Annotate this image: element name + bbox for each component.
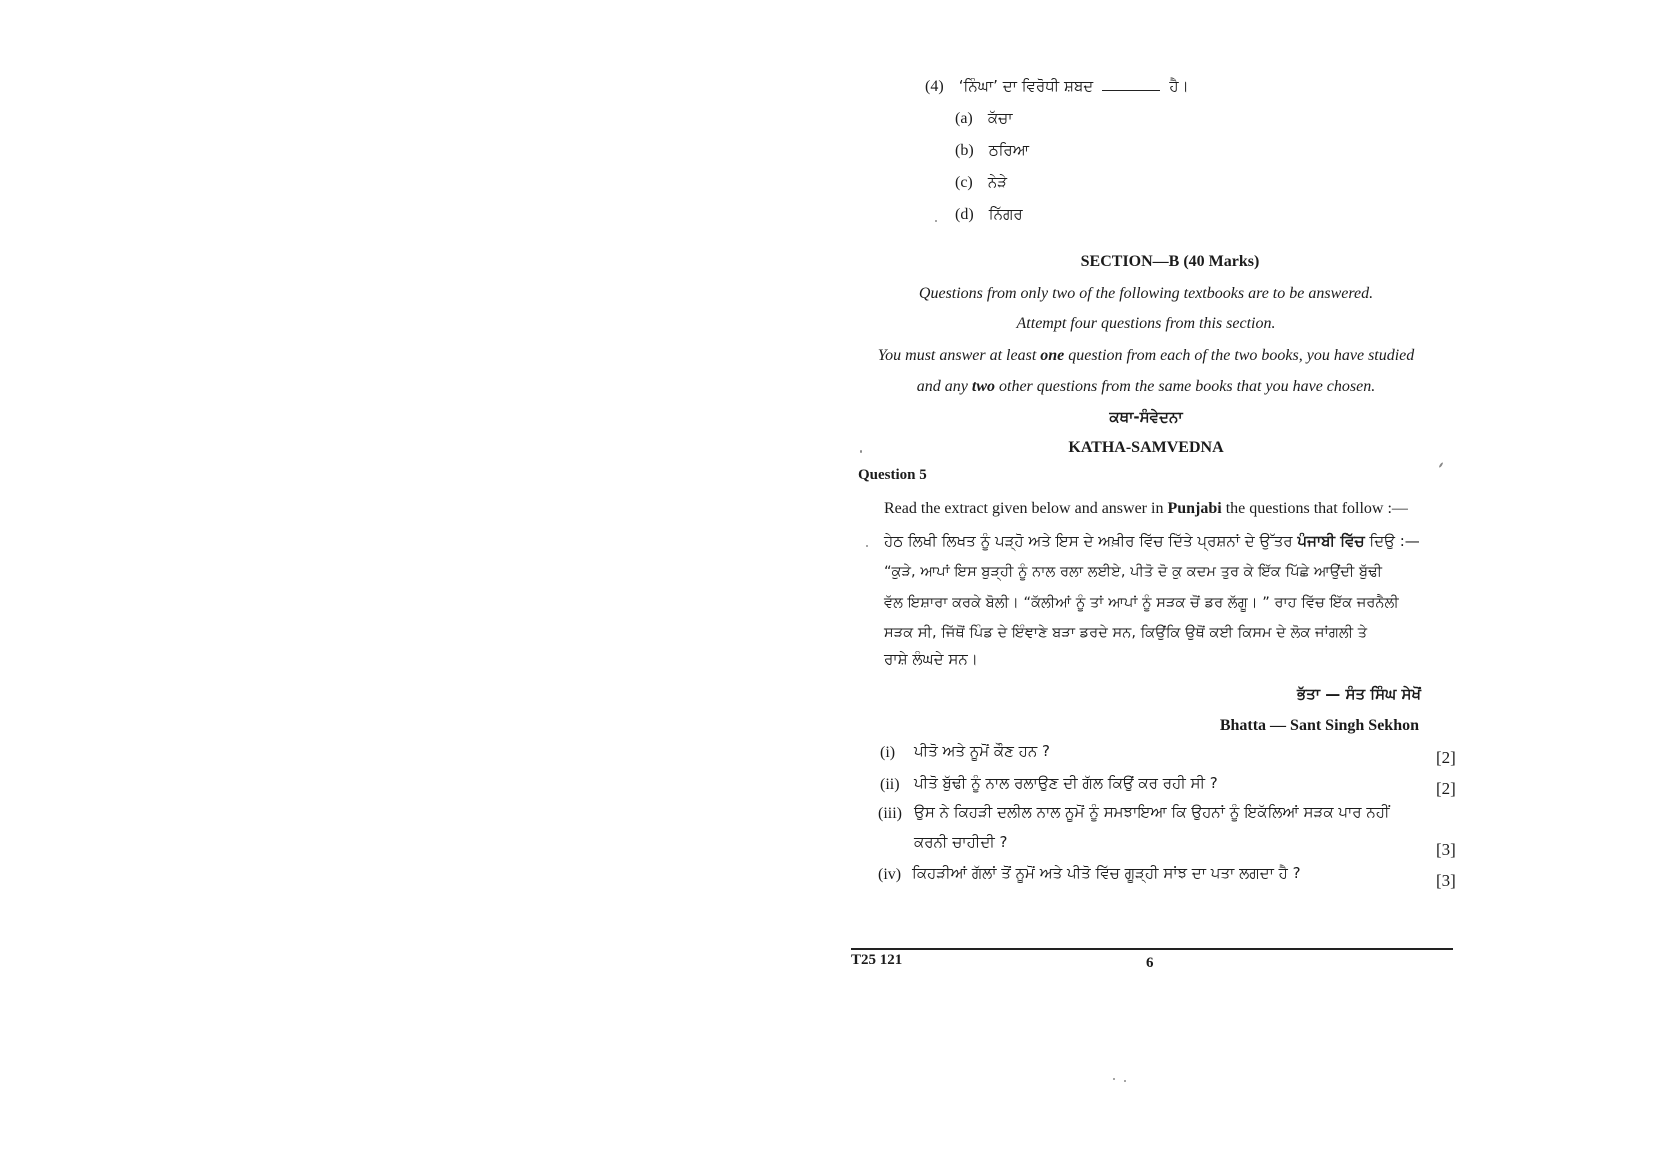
- book-title-punjabi: ਕਥਾ-ਸੰਵੇਦਨਾ: [1109, 408, 1183, 426]
- text-fragment: question from each of the two books, you have studied: [1064, 347, 1415, 364]
- q4-number: (4): [925, 78, 944, 95]
- text-fragment: ਦਿਉ :—: [1364, 532, 1420, 550]
- subquestion-text: ਕਿਹੜੀਆਂ ਗੱਲਾਂ ਤੋਂ ਨੂਮੋਂ ਅਤੇ ਪੀਤੋ ਵਿੱਚ ਗੂੜ੍ਹੀ ਸਾਂਝ ਦਾ ਪਤਾ ਲਗਦਾ ਹੈ ?: [912, 864, 1301, 882]
- extract-line-4: ਰਾਸ਼ੇ ਲੰਘਦੇ ਸਨ।: [884, 650, 978, 668]
- text-bold: ਪੰਜਾਬੀ ਵਿੱਚ: [1297, 532, 1365, 550]
- subquestion-number: (i): [880, 744, 896, 761]
- text-fragment: Read the extract given below and answer in: [884, 500, 1168, 517]
- marks-ii: [2]: [1436, 779, 1456, 798]
- scan-speck: [860, 450, 862, 453]
- source-english: Bhatta — Sant Singh Sekhon: [1219, 717, 1419, 734]
- subquestion-number: (iii): [878, 805, 902, 822]
- subquestion-text: ਪੀਤੋ ਬੁੱਢੀ ਨੂੰ ਨਾਲ ਰਲਾਉਣ ਦੀ ਗੱਲ ਕਿਉਂ ਕਰ ਰਹੀ ਸੀ ?: [914, 774, 1218, 792]
- section-b-title: SECTION—B (40 Marks): [1080, 253, 1260, 270]
- scan-speck: [1124, 1080, 1126, 1082]
- q4-option-a: [955, 108, 1013, 128]
- subquestion-text-continued: ਕਰਨੀ ਚਾਹੀਦੀ ?: [914, 833, 1008, 851]
- scan-speck: [866, 545, 868, 547]
- option-label: (c): [955, 174, 973, 191]
- question-5-heading: Question 5: [858, 467, 927, 483]
- text-fragment: You must answer at least: [877, 347, 1041, 364]
- q4-option-b: [955, 140, 1029, 160]
- q5-instruction-punjabi: [884, 532, 1420, 550]
- subquestion-ii: [880, 774, 1218, 794]
- marks-i: [2]: [1436, 748, 1456, 767]
- q4-option-c: [955, 172, 1007, 192]
- section-b-instruction-4: [917, 378, 1375, 396]
- extract-line-2: ਵੱਲ ਇਸ਼ਾਰਾ ਕਰਕੇ ਬੋਲੀ। “ਕੱਲੀਆਂ ਨੂੰ ਤਾਂ ਆਪਾਂ ਨੂੰ ਸੜਕ ਚੋਂ ਡਰ ਲੱਗੂ। ” ਰਾਹ ਵਿੱਚ ਇੱਕ ਜਰਨੈਲੀ: [884, 594, 1399, 611]
- subquestion-number: (ii): [880, 776, 900, 793]
- q4-suffix: ਹੈ।: [1169, 77, 1189, 95]
- q4-prefix: ‘ਨਿੰਘਾ’ ਦਾ ਵਿਰੋਧੀ ਸ਼ਬਦ: [958, 77, 1094, 95]
- option-text: ਕੱਚਾ: [987, 109, 1013, 127]
- section-b-instruction-1: Questions from only two of the following textbooks are to be answered.: [918, 285, 1374, 302]
- section-b-instruction-3: [878, 347, 1415, 365]
- text-fragment: ਹੇਠ ਲਿਖੀ ਲਿਖਤ ਨੂੰ ਪੜ੍ਹੋ ਅਤੇ ਇਸ ਦੇ ਅਖ਼ੀਰ ਵਿੱਚ ਦਿੱਤੇ ਪ੍ਰਸ਼ਨਾਂ ਦੇ ਉੱਤਰ: [884, 532, 1298, 550]
- source-punjabi: ਭੱਤਾ — ਸੰਤ ਸਿੰਘ ਸੇਖੋਂ: [1296, 685, 1421, 703]
- text-fragment: the questions that follow :—: [1221, 500, 1408, 517]
- footer-code: T25 121: [851, 952, 903, 968]
- option-text: ਨੇੜੇ: [987, 173, 1008, 191]
- option-text: ਠਰਿਆ: [988, 141, 1030, 159]
- footer-rule: [851, 948, 1453, 950]
- subquestion-iv: [878, 864, 1301, 884]
- option-text: ਨਿੱਗਰ: [988, 205, 1023, 223]
- text-fragment: and any: [916, 378, 972, 395]
- text-bold: two: [971, 378, 995, 395]
- scan-speck: [1113, 1078, 1115, 1080]
- subquestion-iii: [878, 803, 1390, 851]
- text-bold: Punjabi: [1167, 500, 1222, 517]
- scan-speck: [1438, 462, 1443, 468]
- book-title-english: KATHA-SAMVEDNA: [1068, 439, 1224, 456]
- option-label: (a): [955, 110, 973, 127]
- scan-speck: [935, 220, 937, 222]
- q4-stem: [925, 76, 1189, 96]
- q4-blank: [1102, 78, 1160, 91]
- subquestion-text: ਉਸ ਨੇ ਕਿਹੜੀ ਦਲੀਲ ਨਾਲ ਨੂਮੋਂ ਨੂੰ ਸਮਝਾਇਆ ਕਿ ਉਹਨਾਂ ਨੂੰ ਇਕੱਲਿਆਂ ਸੜਕ ਪਾਰ ਨਹੀਂ: [914, 803, 1390, 821]
- subquestion-i: [880, 742, 1050, 762]
- text-bold: one: [1040, 347, 1065, 364]
- q5-instruction-english: [884, 500, 1408, 518]
- option-label: (d): [955, 206, 974, 223]
- page-number: 6: [1146, 955, 1154, 971]
- subquestion-number: (iv): [878, 866, 902, 883]
- extract-line-1: “ਕੁੜੇ, ਆਪਾਂ ਇਸ ਬੁੜ੍ਹੀ ਨੂੰ ਨਾਲ ਰਲਾ ਲਈਏ, ਪੀਤੋ ਦੋ ਕੁ ਕਦਮ ਤੁਰ ਕੇ ਇੱਕ ਪਿੱਛੇ ਆਉਂਦੀ ਬੁੱਢੀ: [884, 563, 1382, 580]
- marks-iv: [3]: [1436, 871, 1456, 890]
- subquestion-text: ਪੀਤੋ ਅਤੇ ਨੂਮੋਂ ਕੌਣ ਹਨ ?: [914, 742, 1050, 760]
- section-b-instruction-2: Attempt four questions from this section.: [1016, 315, 1276, 332]
- extract-line-3: ਸੜਕ ਸੀ, ਜਿੱਥੋਂ ਪਿੰਡ ਦੇ ਇੰਞਾਣੇ ਬੜਾ ਡਰਦੇ ਸਨ, ਕਿਉਂਕਿ ਉਥੋਂ ਕਈ ਕਿਸਮ ਦੇ ਲੋਕ ਜਾਂਗਲੀ ਤੇ: [884, 624, 1368, 641]
- option-label: (b): [955, 142, 974, 159]
- text-fragment: other questions from the same books that you have chosen.: [995, 378, 1376, 395]
- q4-option-d: [955, 204, 1023, 224]
- marks-iii: [3]: [1436, 840, 1456, 859]
